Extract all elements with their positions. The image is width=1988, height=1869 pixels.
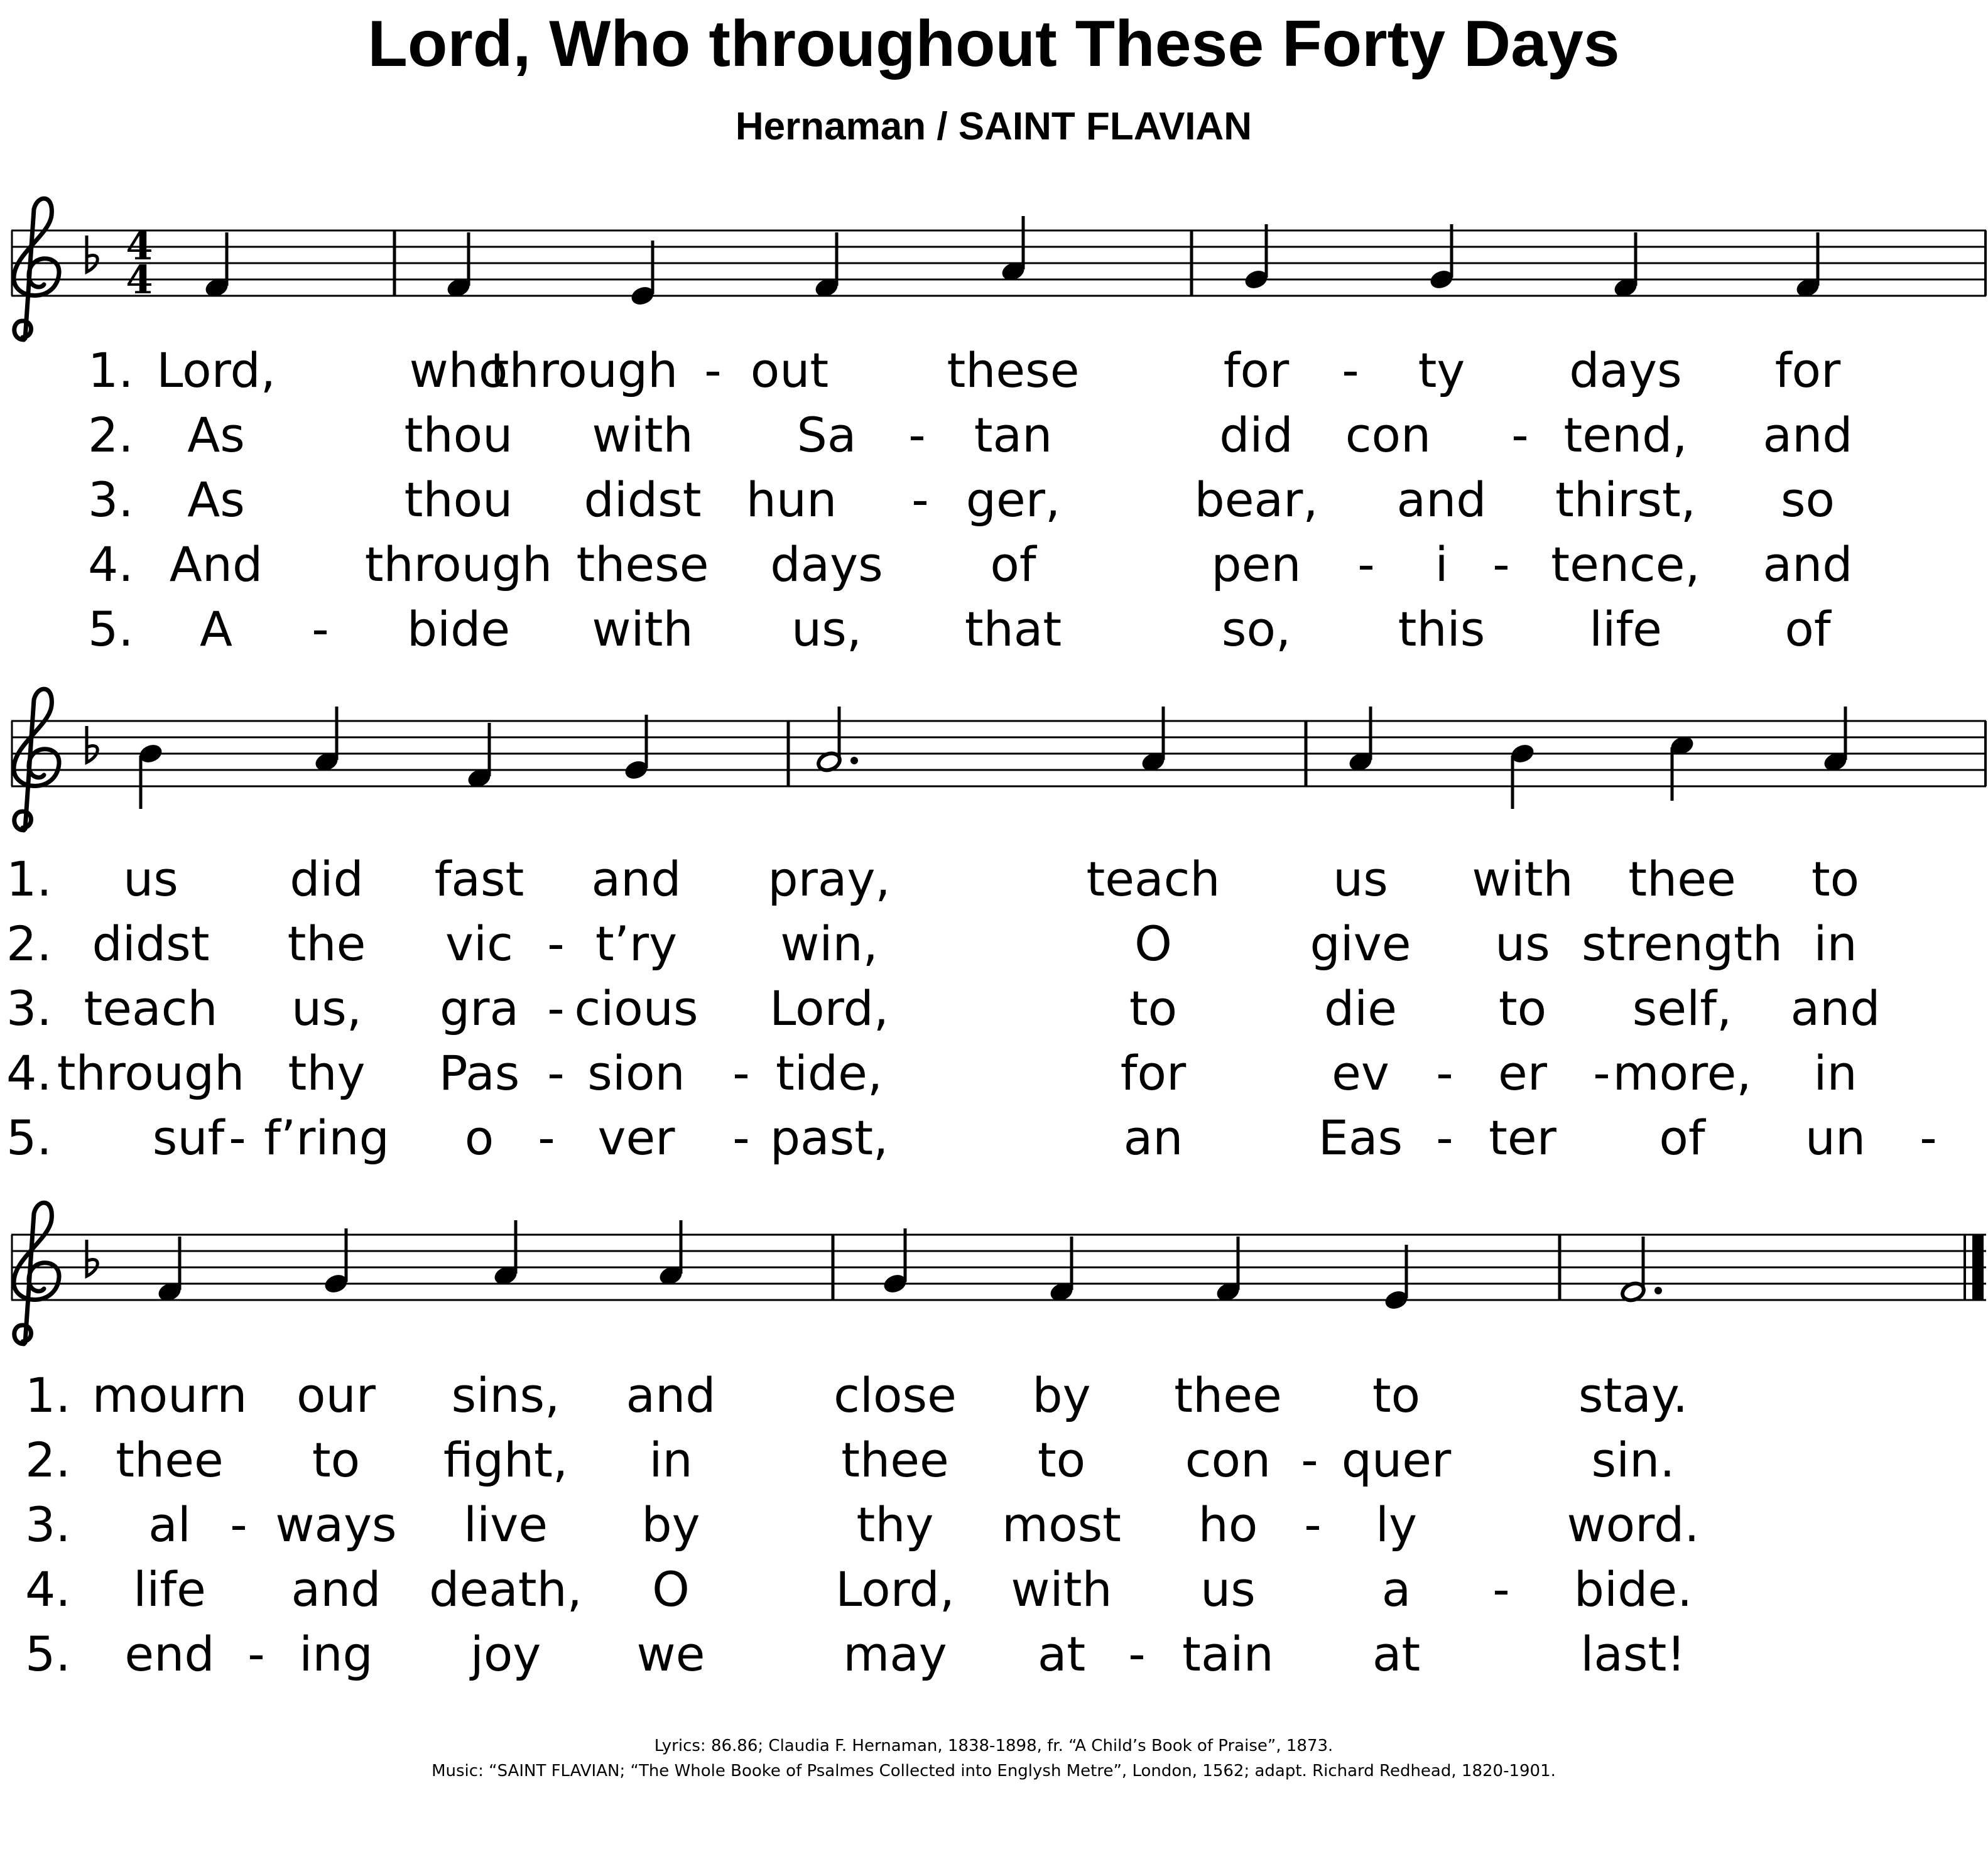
time-signature-bottom: 4 [126, 257, 153, 303]
verse-number: 2. [88, 407, 134, 463]
lyric-syllable: at [1372, 1626, 1421, 1682]
lyric-syllable: and [1763, 536, 1853, 592]
lyric-syllable: As [187, 407, 245, 463]
lyric-syllable: bide [406, 601, 511, 657]
lyric-syllable: thou [404, 472, 513, 528]
lyric-syllable: O [1134, 916, 1172, 972]
lyric-syllable: may [843, 1626, 947, 1682]
lyric-syllable: pray, [768, 851, 891, 907]
lyric-syllable: vic [445, 916, 513, 972]
lyric-syllable: didst [92, 916, 210, 972]
lyric-syllable: by [641, 1497, 700, 1552]
syllable-hyphen: - [704, 342, 722, 398]
hymn-title: Lord, Who throughout These Forty Days [367, 8, 1620, 80]
verse-number: 5. [88, 601, 134, 657]
lyric-syllable: through [490, 342, 678, 398]
lyric-syllable: live [464, 1497, 548, 1552]
lyric-syllable: tend, [1563, 407, 1688, 463]
lyric-syllable: thy [288, 1045, 366, 1101]
syllable-hyphen: - [1511, 407, 1529, 463]
lyric-syllable: in [1813, 1045, 1857, 1101]
lyric-syllable: teach [84, 980, 218, 1036]
syllable-hyphen: - [1342, 342, 1359, 398]
credit-lyrics: Lyrics: 86.86; Claudia F. Hernaman, 1838-1898, fr. “A Child’s Book of Praise”, 1873. [654, 1736, 1333, 1755]
lyric-syllable: win, [780, 916, 878, 972]
lyric-syllable: ho [1198, 1497, 1258, 1552]
lyric-syllable: un [1805, 1110, 1866, 1166]
verse-number: 3. [25, 1497, 71, 1552]
verse-number: 4. [6, 1045, 52, 1101]
lyric-syllable: o [464, 1110, 494, 1166]
lyric-syllable: and [1790, 980, 1881, 1036]
verse-number: 5. [25, 1626, 71, 1682]
lyric-syllable: Lord, [156, 342, 276, 398]
final-barline-thick [1972, 1235, 1984, 1300]
lyric-syllable: suf [152, 1110, 225, 1166]
lyric-syllable: through [364, 536, 553, 592]
lyric-syllable: us, [791, 601, 862, 657]
lyric-syllable: give [1310, 916, 1411, 972]
lyric-syllable: to [1129, 980, 1178, 1036]
lyric-syllable: ver [597, 1110, 675, 1166]
lyric-syllable: in [1813, 916, 1857, 972]
lyric-syllable: death, [429, 1561, 582, 1617]
syllable-hyphen: - [1304, 1497, 1322, 1552]
lyric-syllable: and [291, 1561, 381, 1617]
lyric-syllable: Sa [796, 407, 857, 463]
flat-sign-icon [87, 236, 97, 272]
syllable-hyphen: - [230, 1497, 247, 1552]
lyric-syllable: these [947, 342, 1080, 398]
treble-clef-icon [14, 198, 59, 340]
lyric-syllable: did [1219, 407, 1293, 463]
lyric-syllable: And [169, 536, 263, 592]
lyric-syllable: thee [116, 1432, 224, 1488]
syllable-hyphen: - [312, 601, 329, 657]
lyric-syllable: ways [275, 1497, 397, 1552]
lyric-syllable: gra [439, 980, 519, 1036]
lyric-syllable: con [1185, 1432, 1271, 1488]
lyric-syllable: ty [1418, 342, 1465, 398]
verse-number: 1. [25, 1367, 71, 1423]
lyric-syllable: A [200, 601, 232, 657]
lyric-syllable: out [750, 342, 829, 398]
lyric-syllable: with [592, 407, 693, 463]
syllable-hyphen: - [1357, 536, 1375, 592]
lyric-syllable: for [1120, 1045, 1187, 1101]
flat-sign-icon [87, 1240, 97, 1276]
lyric-syllable: joy [470, 1626, 541, 1682]
lyric-syllable: ing [299, 1626, 373, 1682]
lyric-syllable: Lord, [769, 980, 889, 1036]
lyric-syllable: end [124, 1626, 215, 1682]
lyric-syllable: life [133, 1561, 206, 1617]
lyric-syllable: an [1123, 1110, 1183, 1166]
verse-number: 1. [88, 342, 134, 398]
lyric-syllable: so [1780, 472, 1835, 528]
syllable-hyphen: - [547, 1045, 565, 1101]
lyric-syllable: to [1811, 851, 1860, 907]
time-signature-top: 4 [126, 223, 153, 269]
lyric-syllable: through [57, 1045, 245, 1101]
lyric-syllable: thee [1628, 851, 1736, 907]
lyric-syllable: past, [769, 1110, 889, 1166]
lyric-syllable: tain [1182, 1626, 1274, 1682]
lyric-syllable: most [1002, 1497, 1121, 1552]
lyric-syllable: i [1435, 536, 1448, 592]
lyric-syllable: and [626, 1367, 716, 1423]
lyric-syllable: the [287, 916, 366, 972]
verse-number: 2. [6, 916, 52, 972]
lyric-syllable: sion [587, 1045, 685, 1101]
verse-number: 5. [6, 1110, 52, 1166]
syllable-hyphen: - [1492, 536, 1510, 592]
lyric-syllable: al [148, 1497, 191, 1552]
syllable-hyphen: - [229, 1110, 246, 1166]
lyric-syllable: fight, [443, 1432, 568, 1488]
lyric-syllable: close [834, 1367, 957, 1423]
lyric-syllable: with [592, 601, 693, 657]
lyric-syllable: As [187, 472, 245, 528]
syllable-hyphen: - [1301, 1432, 1318, 1488]
lyric-syllable: to [1372, 1367, 1421, 1423]
lyric-syllable: life [1589, 601, 1662, 657]
lyric-syllable: mourn [92, 1367, 247, 1423]
verse-number: 4. [25, 1561, 71, 1617]
verse-number: 3. [88, 472, 134, 528]
lyric-syllable: bear, [1194, 472, 1318, 528]
lyric-syllable: tide, [775, 1045, 883, 1101]
lyric-syllable: more, [1612, 1045, 1752, 1101]
lyric-syllable: days [770, 536, 883, 592]
lyric-syllable: die [1323, 980, 1398, 1036]
lyric-syllable: with [1011, 1561, 1112, 1617]
verse-number: 2. [25, 1432, 71, 1488]
syllable-hyphen: - [732, 1045, 750, 1101]
lyric-syllable: sins, [451, 1367, 560, 1423]
lyric-syllable: tan [974, 407, 1053, 463]
lyric-syllable: teach [1086, 851, 1220, 907]
lyric-syllable: ly [1375, 1497, 1418, 1552]
lyric-syllable: t’ry [595, 916, 678, 972]
lyric-syllable: to [1498, 980, 1547, 1036]
syllable-hyphen: - [538, 1110, 555, 1166]
syllable-hyphen: - [1436, 1045, 1453, 1101]
lyric-syllable: Pas [438, 1045, 520, 1101]
lyric-syllable: these [576, 536, 709, 592]
lyric-syllable: us [1200, 1561, 1256, 1617]
lyric-syllable: didst [584, 472, 702, 528]
lyric-syllable: strength [1581, 916, 1783, 972]
lyric-syllable: quer [1341, 1432, 1452, 1488]
lyric-syllable: con [1345, 407, 1431, 463]
lyric-syllable: for [1774, 342, 1841, 398]
lyric-syllable: f’ring [264, 1110, 389, 1166]
lyric-syllable: us [1495, 916, 1550, 972]
lyric-syllable: word. [1567, 1497, 1700, 1552]
lyric-syllable: and [1763, 407, 1853, 463]
lyric-syllable: so, [1221, 601, 1291, 657]
lyric-syllable: Lord, [835, 1561, 955, 1617]
lyric-syllable: a [1381, 1561, 1411, 1617]
lyric-syllable: of [1784, 601, 1831, 657]
lyric-syllable: days [1569, 342, 1682, 398]
verse-number: 3. [6, 980, 52, 1036]
lyric-syllable: thirst, [1555, 472, 1696, 528]
lyric-syllable: Eas [1318, 1110, 1403, 1166]
lyric-syllable: and [591, 851, 682, 907]
syllable-hyphen: - [547, 980, 565, 1036]
lyric-syllable: with [1472, 851, 1573, 907]
syllable-hyphen: - [732, 1110, 750, 1166]
lyric-syllable: thou [404, 407, 513, 463]
syllable-hyphen: - [908, 407, 926, 463]
verse-number: 1. [6, 851, 52, 907]
syllable-hyphen: - [911, 472, 929, 528]
lyric-syllable: sin. [1591, 1432, 1675, 1488]
syllable-hyphen: - [1920, 1110, 1937, 1166]
lyric-syllable: this [1398, 601, 1486, 657]
lyric-syllable: cious [574, 980, 698, 1036]
syllable-hyphen: - [247, 1626, 265, 1682]
lyric-syllable: at [1037, 1626, 1086, 1682]
credit-music: Music: “SAINT FLAVIAN; “The Whole Booke of Psalmes Collected into Englysh Metre”, London, 1562; adapt. Richard Redhead, 1820-1901. [432, 1762, 1556, 1780]
lyric-syllable: tence, [1551, 536, 1700, 592]
lyric-syllable: ev [1332, 1045, 1389, 1101]
syllable-hyphen: - [1128, 1626, 1146, 1682]
lyric-syllable: in [649, 1432, 693, 1488]
lyric-syllable: us [1333, 851, 1388, 907]
lyric-syllable: who [409, 342, 508, 398]
lyric-syllable: ger, [965, 472, 1061, 528]
lyric-syllable: pen [1211, 536, 1301, 592]
lyric-syllable: we [636, 1626, 705, 1682]
lyric-syllable: thee [841, 1432, 949, 1488]
dot-icon [1654, 1287, 1662, 1294]
lyric-syllable: of [1659, 1110, 1705, 1166]
lyric-syllable: for [1223, 342, 1290, 398]
lyric-syllable: by [1032, 1367, 1091, 1423]
treble-clef-icon [14, 689, 59, 830]
lyric-syllable: O [652, 1561, 690, 1617]
lyric-syllable: er [1497, 1045, 1548, 1101]
lyric-syllable: us, [291, 980, 362, 1036]
lyric-syllable: of [990, 536, 1036, 592]
lyric-syllable: hun [746, 472, 837, 528]
lyric-syllable: last! [1580, 1626, 1686, 1682]
hymn-subtitle: Hernaman / SAINT FLAVIAN [735, 105, 1252, 148]
treble-clef-icon [14, 1203, 59, 1344]
music-systems [6, 198, 1986, 1682]
verse-number: 4. [88, 536, 134, 592]
lyric-syllable: that [964, 601, 1062, 657]
flat-sign-icon [87, 726, 97, 762]
lyric-syllable: our [296, 1367, 376, 1423]
lyric-syllable: bide. [1573, 1561, 1693, 1617]
lyric-syllable: ter [1489, 1110, 1556, 1166]
dot-icon [850, 757, 858, 764]
lyric-syllable: to [312, 1432, 361, 1488]
syllable-hyphen: - [1492, 1561, 1510, 1617]
syllable-hyphen: - [1436, 1110, 1453, 1166]
syllable-hyphen: - [547, 916, 565, 972]
lyric-syllable: self, [1632, 980, 1732, 1036]
lyric-syllable: did [290, 851, 364, 907]
syllable-hyphen: - [1593, 1045, 1610, 1101]
lyric-syllable: thy [856, 1497, 934, 1552]
lyric-syllable: stay. [1578, 1367, 1688, 1423]
lyric-syllable: and [1396, 472, 1487, 528]
lyric-syllable: thee [1174, 1367, 1282, 1423]
lyric-syllable: us [123, 851, 178, 907]
lyric-syllable: fast [434, 851, 524, 907]
lyric-syllable: to [1037, 1432, 1086, 1488]
